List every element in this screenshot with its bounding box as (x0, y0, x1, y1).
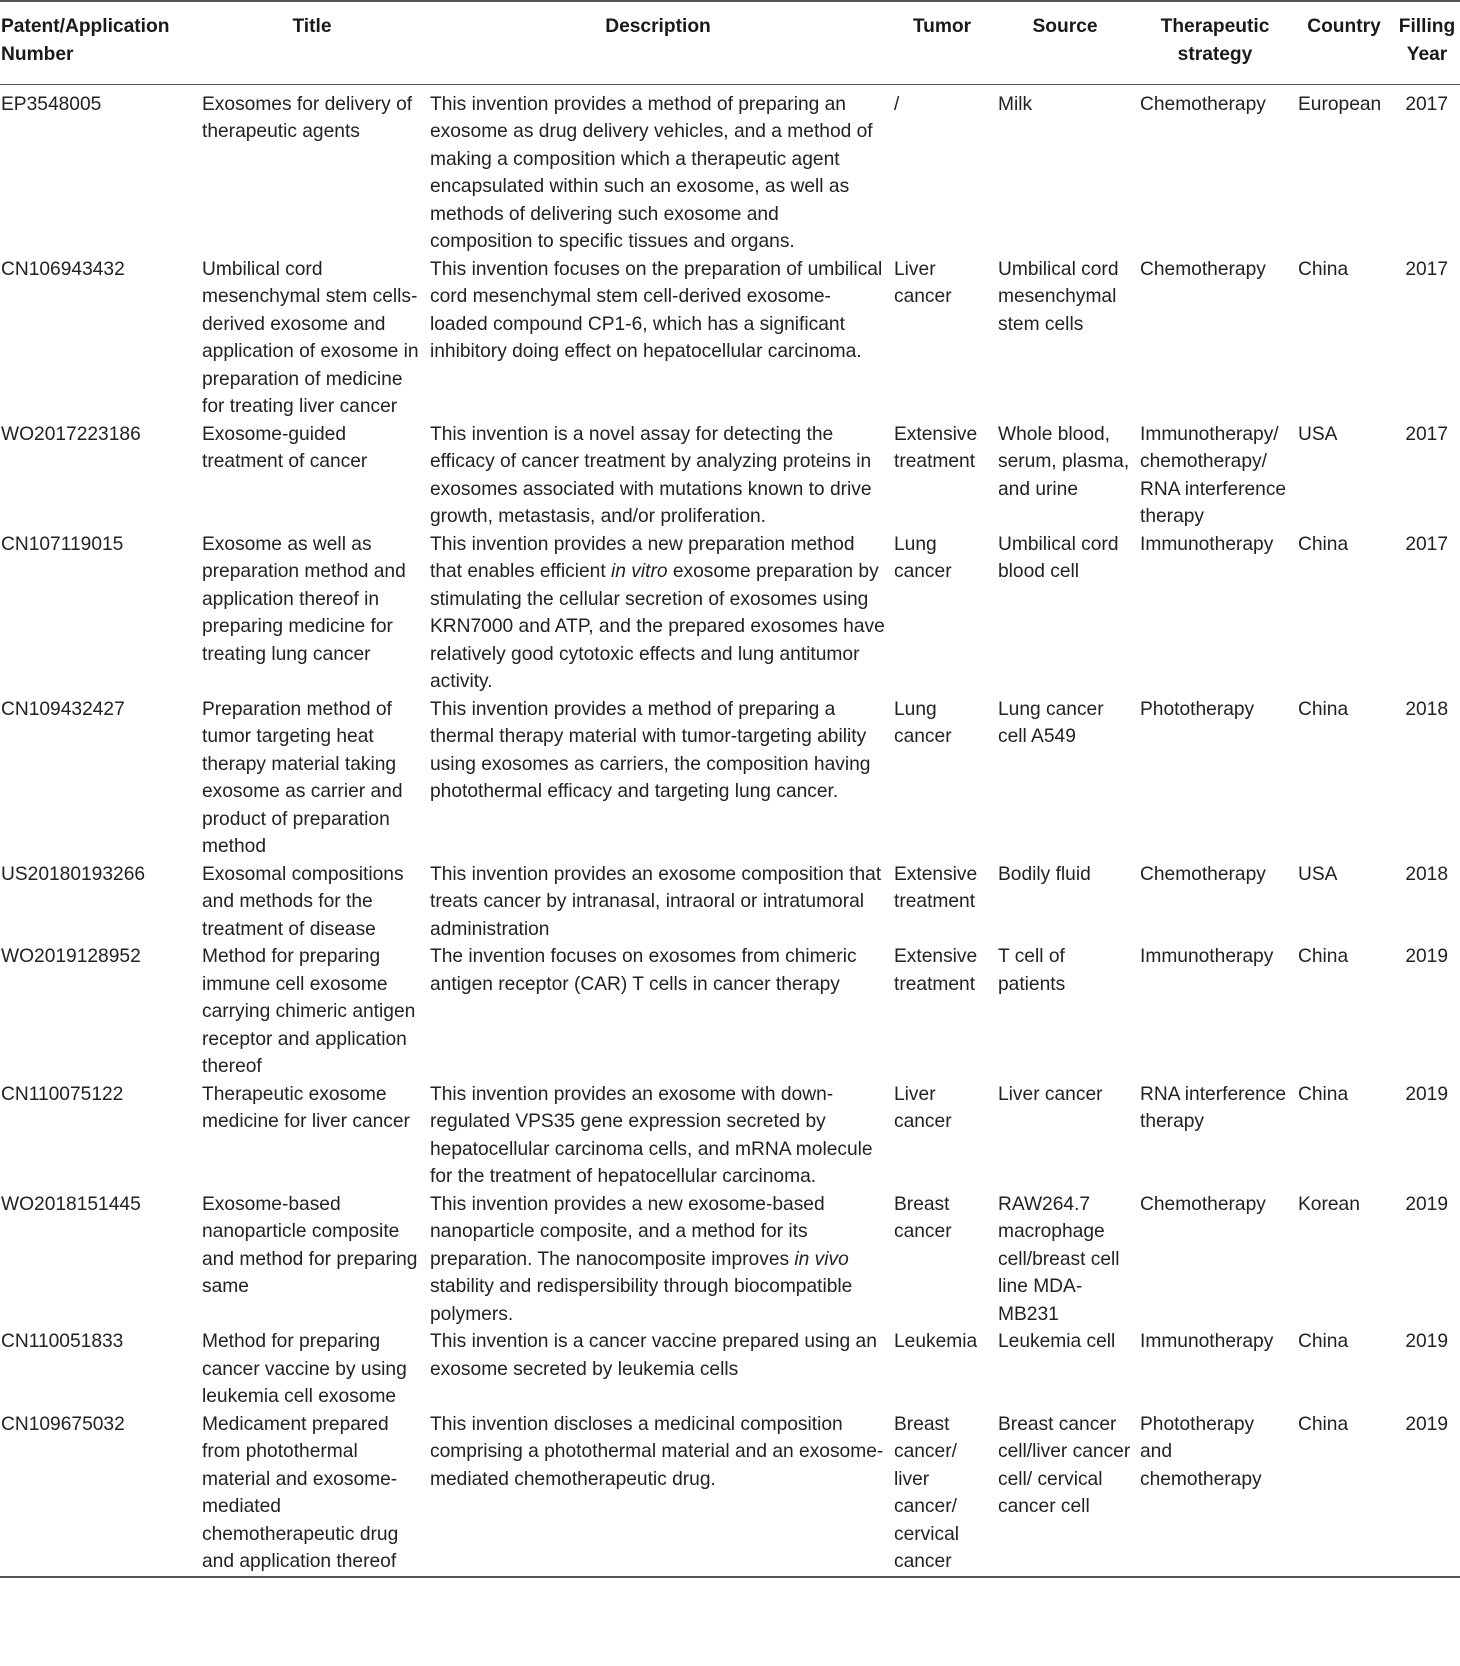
header-description: Description (426, 1, 890, 84)
cell-patent-number: CN110075122 (1, 1083, 124, 1105)
header-country: Country (1294, 1, 1394, 84)
description-text: This invention is a cancer vaccine prepared using an exosome secreted by leukemia cells (430, 1331, 877, 1380)
table-row (0, 421, 1460, 531)
cell-strategy: Immunotherapy (1140, 946, 1274, 967)
cell-title: Exosome as well as preparation method and application thereof in preparing medicine for treating lung cancer (202, 533, 406, 665)
cell-source: Lung cancer cell A549 (998, 698, 1104, 747)
cell-tumor: Liver cancer (894, 1083, 952, 1132)
cell-tumor: Leukemia (894, 1331, 978, 1352)
cell-title: Exosome-based nanoparticle composite and method for preparing same (202, 1193, 418, 1297)
cell-tumor: Breast cancer/ liver cancer/ cervical cancer (890, 1411, 994, 1577)
description-text: This invention provides a new preparation method that enables efficient (430, 533, 855, 582)
description-text: exosome preparation by stimulating the cellular secretion of exosomes using KRN7000 and ATP, and the prepared exosomes have relatively good cytotoxic effects and lung antitumor activity. (430, 561, 885, 692)
cell-description (426, 1191, 890, 1329)
cell-year: 2018 (1405, 698, 1448, 720)
cell-year: 2019 (1394, 1411, 1460, 1577)
header-title: Title (198, 1, 426, 84)
cell-year: 2019 (1405, 1331, 1448, 1352)
cell-country: China (1298, 698, 1349, 720)
description-text: This invention provides a new exosome-based nanoparticle composite, and a method for its preparation. The nanocomposite improves (430, 1193, 825, 1270)
header-therapeutic-strategy: Therapeutic strategy (1136, 1, 1294, 84)
cell-source: Leukemia cell (998, 1331, 1116, 1352)
header-filling-year: Filling Year (1394, 1, 1460, 84)
cell-year: 2019 (1405, 1193, 1448, 1215)
cell-description (426, 84, 890, 256)
cell-strategy: Chemotherapy (1140, 93, 1266, 115)
cell-year: 2017 (1405, 423, 1448, 445)
cell-source: RAW264.7 macrophage cell/breast cell line MDA-MB231 (998, 1193, 1120, 1325)
cell-country: China (1298, 258, 1349, 280)
table-row (0, 256, 1460, 421)
description-text: This invention discloses a medicinal composition comprising a photothermal material and an exosome-mediated chemotherapeutic drug. (430, 1413, 884, 1490)
cell-patent-number: WO2019128952 (1, 946, 141, 967)
cell-patent-number: CN107119015 (1, 533, 124, 555)
cell-patent-number: WO2017223186 (1, 423, 141, 445)
cell-title: Exosomal compositions and methods for the treatment of disease (202, 863, 404, 940)
cell-patent-number: CN109675032 (0, 1411, 198, 1577)
header-source: Source (994, 1, 1136, 84)
cell-patent-number: CN106943432 (1, 258, 125, 280)
description-text: This invention focuses on the preparation of umbilical cord mesenchymal stem cell-derived exosome-loaded compound CP1-6, which has a significant inhibitory doing effect on hepatocellular carcinoma. (430, 258, 883, 362)
cell-title: Method for preparing cancer vaccine by using leukemia cell exosome (202, 1331, 407, 1407)
cell-strategy: Chemotherapy (1140, 863, 1266, 885)
cell-tumor: Extensive treatment (894, 863, 978, 912)
cell-source: Breast cancer cell/liver cancer cell/ cervical cancer cell (994, 1411, 1136, 1577)
description-text: This invention provides a method of preparing a thermal therapy material with tumor-targeting ability using exosomes as carriers, the composition having photothermal efficacy and targeting lung cancer. (430, 698, 871, 802)
cell-patent-number: CN110051833 (1, 1331, 124, 1352)
table-row (0, 1328, 1460, 1411)
cell-strategy: Immunotherapy (1140, 1331, 1274, 1352)
description-italic: in vitro (611, 561, 668, 582)
cell-country: USA (1298, 423, 1338, 445)
cell-strategy: Phototherapy (1140, 698, 1255, 720)
table-row (0, 1191, 1460, 1329)
cell-strategy: Immunotherapy (1140, 533, 1274, 555)
cell-title: Umbilical cord mesenchymal stem cells-derived exosome and application of exosome in preparation of medicine for treating liver cancer (202, 258, 419, 417)
header-tumor: Tumor (890, 1, 994, 84)
cell-year: 2019 (1405, 1083, 1448, 1105)
cell-patent-number: US20180193266 (1, 863, 146, 885)
cell-tumor: Extensive treatment (894, 423, 978, 472)
cell-title: Medicament prepared from photothermal material and exosome-mediated chemotherapeutic drug and application thereof (198, 1411, 426, 1577)
cell-tumor: / (894, 93, 900, 115)
cell-tumor: Lung cancer (894, 698, 952, 747)
cell-strategy: Immunotherapy/ chemotherapy/ RNA interference therapy (1140, 423, 1287, 527)
cell-description (426, 256, 890, 421)
table-row (0, 696, 1460, 861)
cell-title: Exosome-guided treatment of cancer (202, 423, 368, 472)
cell-year: 2019 (1405, 946, 1448, 967)
table-row (0, 84, 1460, 256)
cell-patent-number: CN109432427 (1, 698, 125, 720)
table-row (0, 943, 1460, 1081)
cell-tumor: Extensive treatment (894, 946, 978, 995)
cell-title: Preparation method of tumor targeting heat therapy material taking exosome as carrier and product of preparation method (202, 698, 403, 857)
cell-strategy: Phototherapy and chemotherapy (1136, 1411, 1294, 1577)
description-text: This invention provides an exosome with down-regulated VPS35 gene expression secreted by hepatocellular carcinoma cells, and mRNA molecule for the treatment of hepatocellular carcinoma. (430, 1083, 873, 1187)
cell-tumor: Lung cancer (894, 533, 952, 582)
cell-year: 2017 (1405, 258, 1448, 280)
header-patent-number: Patent/Application Number (0, 1, 198, 84)
cell-year: 2018 (1405, 863, 1448, 885)
cell-country: USA (1298, 863, 1338, 885)
table-header (0, 1, 1460, 84)
table-row (0, 1411, 1460, 1577)
cell-patent-number: WO2018151445 (1, 1193, 141, 1215)
header-row (0, 1, 1460, 84)
cell-strategy: RNA interference therapy (1140, 1083, 1287, 1132)
cell-country: China (1294, 1411, 1394, 1577)
cell-strategy: Chemotherapy (1140, 258, 1266, 280)
cell-description (426, 1328, 890, 1411)
cell-source: T cell of patients (998, 946, 1066, 995)
cell-year: 2017 (1405, 533, 1448, 555)
cell-description (426, 1081, 890, 1191)
table-row (0, 531, 1460, 696)
cell-country: China (1298, 1083, 1349, 1105)
cell-country: China (1298, 1331, 1349, 1352)
cell-source: Liver cancer (998, 1083, 1103, 1105)
table-row (0, 1081, 1460, 1191)
cell-description (426, 943, 890, 1081)
cell-source: Umbilical cord blood cell (998, 533, 1119, 582)
table-body (0, 84, 1460, 1577)
cell-title: Exosomes for delivery of therapeutic agents (202, 93, 413, 142)
cell-source: Whole blood, serum, plasma, and urine (998, 423, 1130, 500)
description-text: This invention provides a method of preparing an exosome as drug delivery vehicles, and a method of making a composition which a therapeutic agent encapsulated within such an exosome, as well as methods of delivering such exosome and composition to specific tissues and organs. (430, 93, 873, 252)
cell-country: European (1298, 93, 1382, 115)
cell-strategy: Chemotherapy (1140, 1193, 1266, 1215)
description-italic: in vivo (794, 1248, 849, 1270)
cell-description (426, 1411, 890, 1577)
description-text: The invention focuses on exosomes from chimeric antigen receptor (CAR) T cells in cancer therapy (430, 946, 857, 995)
cell-title: Method for preparing immune cell exosome carrying chimeric antigen receptor and application thereof (202, 946, 416, 1077)
description-text: stability and redispersibility through biocompatible polymers. (430, 1276, 853, 1325)
cell-year: 2017 (1405, 93, 1448, 115)
cell-title: Therapeutic exosome medicine for liver cancer (202, 1083, 410, 1132)
description-text: This invention is a novel assay for detecting the efficacy of cancer treatment by analyzing proteins in exosomes associated with mutations known to drive growth, metastasis, and/or proliferation. (430, 423, 872, 527)
cell-tumor: Breast cancer (894, 1193, 952, 1242)
cell-patent-number: EP3548005 (1, 93, 102, 115)
cell-description (426, 696, 890, 861)
cell-source: Umbilical cord mesenchymal stem cells (998, 258, 1119, 335)
description-text: This invention provides an exosome composition that treats cancer by intranasal, intraoral or intratumoral administration (430, 863, 882, 940)
cell-tumor: Liver cancer (894, 258, 952, 307)
cell-description (426, 861, 890, 944)
cell-country: China (1298, 946, 1349, 967)
cell-source: Bodily fluid (998, 863, 1091, 885)
cell-country: Korean (1298, 1193, 1360, 1215)
table-row (0, 861, 1460, 944)
cell-description (426, 531, 890, 696)
cell-source: Milk (998, 93, 1033, 115)
cell-country: China (1298, 533, 1349, 555)
cell-description (426, 421, 890, 531)
